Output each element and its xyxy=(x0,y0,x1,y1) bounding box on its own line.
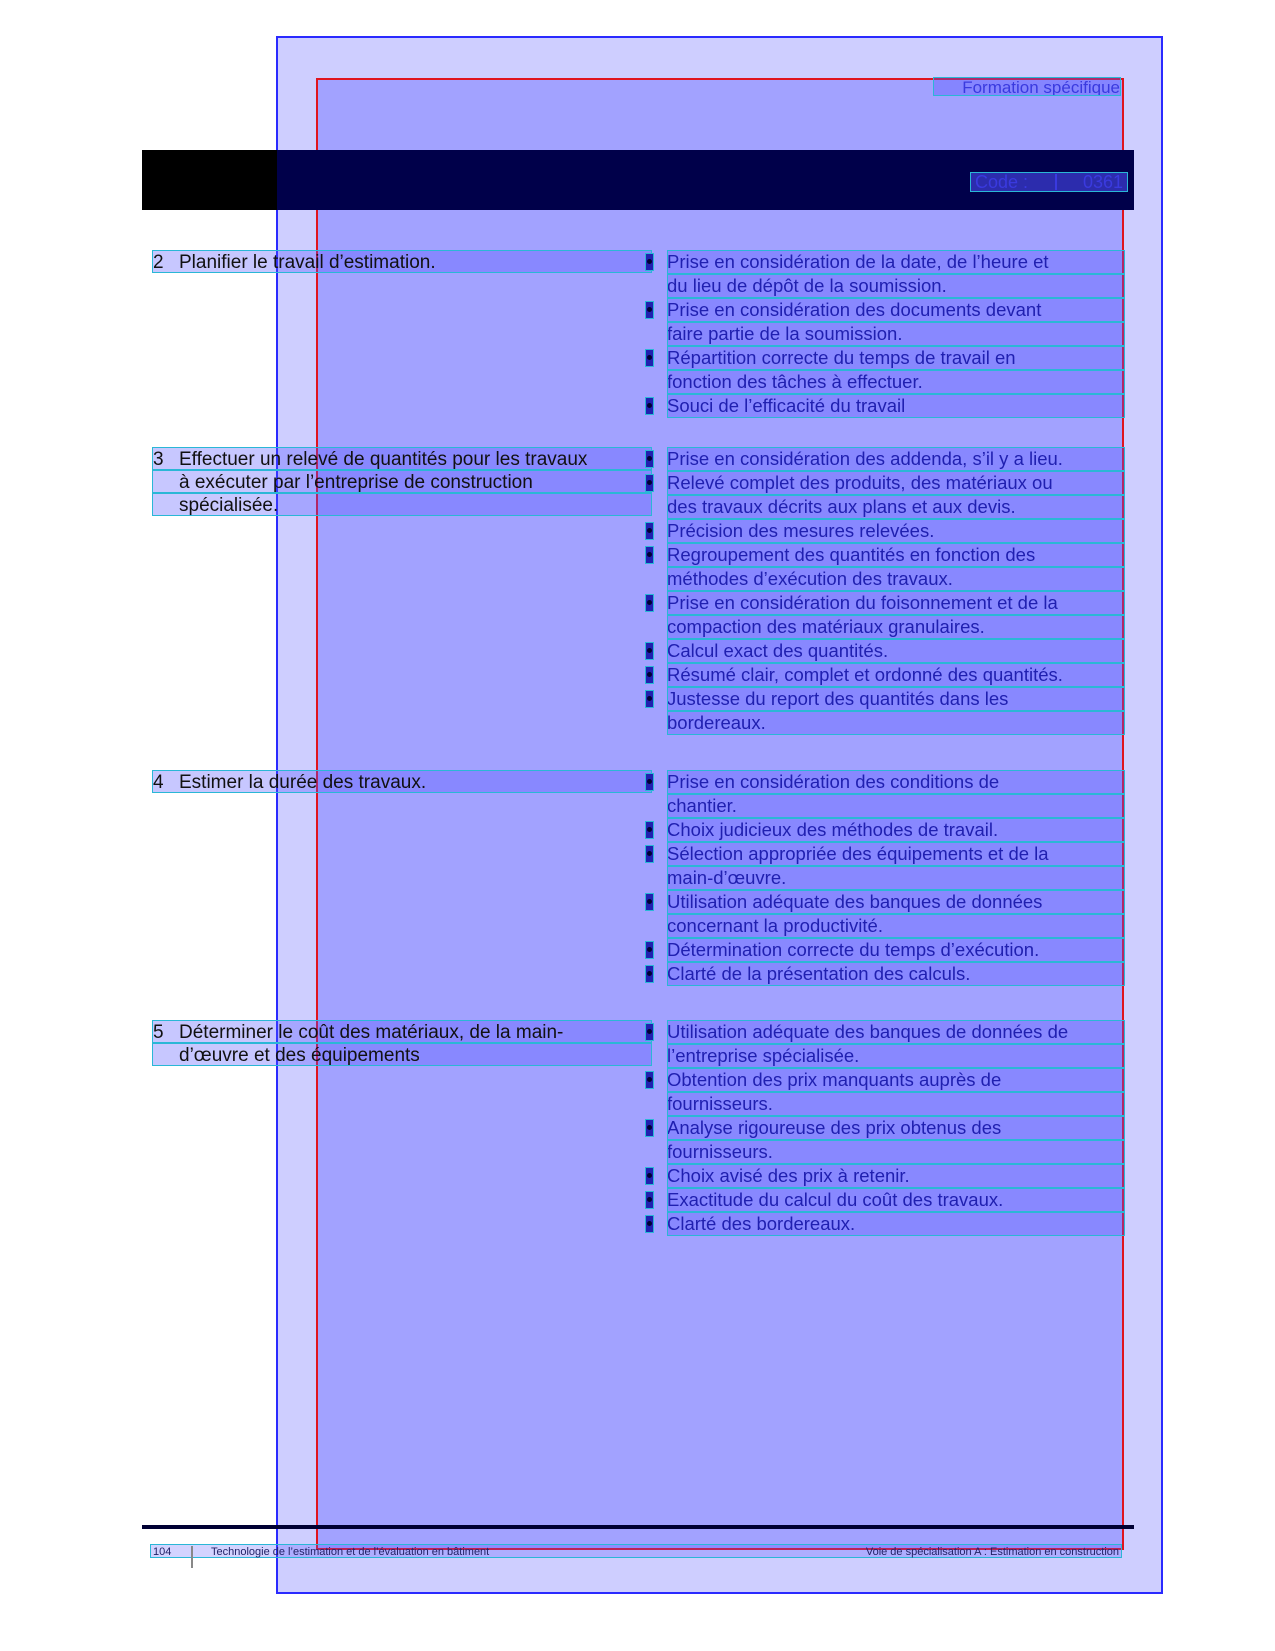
criterion-item: Clarté des bordereaux. xyxy=(645,1212,1125,1236)
page-footer xyxy=(150,1544,1122,1558)
criterion-item: Prise en considération de la date, de l’heure et du lieu de dépôt de la soumission. xyxy=(645,250,1125,298)
bullet-icon xyxy=(645,1119,654,1137)
bullet-icon xyxy=(645,397,654,415)
criterion-item: Prise en considération des documents devant faire partie de la soumission. xyxy=(645,298,1125,346)
bullet-icon xyxy=(645,965,654,983)
criterion-item: Prise en considération des conditions de chantier. xyxy=(645,770,1125,818)
footer-separator xyxy=(191,1546,193,1568)
competency-number: 2 xyxy=(153,252,164,273)
competency-number: 4 xyxy=(153,772,164,793)
page-number: 104 xyxy=(153,1546,172,1558)
bullet-icon xyxy=(645,522,654,540)
bullet-icon xyxy=(645,474,654,492)
criterion-item: Utilisation adéquate des banques de données de l’entreprise spécialisée. xyxy=(645,1020,1125,1068)
competency-2 xyxy=(152,250,652,273)
code-label: Code : xyxy=(975,171,1029,192)
bullet-icon xyxy=(645,642,654,660)
criteria-list-3 xyxy=(645,447,1125,735)
competency-number: 3 xyxy=(153,449,164,470)
footer-rule xyxy=(142,1525,1134,1529)
code-separator xyxy=(1055,174,1057,190)
competency-line: 5 Déterminer le coût des matériaux, de la main- xyxy=(152,1020,652,1043)
course-code xyxy=(970,172,1128,192)
criterion-item: Utilisation adéquate des banques de données concernant la productivité. xyxy=(645,890,1125,938)
bullet-icon xyxy=(645,845,654,863)
competency-line: 2 Planifier le travail d’estimation. xyxy=(152,250,652,273)
criterion-item: Détermination correcte du temps d’exécution. xyxy=(645,938,1125,962)
bullet-icon xyxy=(645,941,654,959)
competency-line: spécialisée. xyxy=(152,493,652,516)
competency-line: 3 Effectuer un relevé de quantités pour les travaux xyxy=(152,447,652,470)
bullet-icon xyxy=(645,1215,654,1233)
bullet-icon xyxy=(645,253,654,271)
bullet-icon xyxy=(645,1191,654,1209)
criterion-item: Sélection appropriée des équipements et de la main-d’œuvre. xyxy=(645,842,1125,890)
code-value: 0361 xyxy=(1082,171,1123,192)
bullet-icon xyxy=(645,821,654,839)
criterion-item: Résumé clair, complet et ordonné des quantités. xyxy=(645,663,1125,687)
criterion-item: Souci de l’efficacité du travail xyxy=(645,394,1125,418)
bullet-icon xyxy=(645,594,654,612)
bullet-icon xyxy=(645,349,654,367)
bullet-icon xyxy=(645,690,654,708)
competency-line: d’œuvre et des équipements xyxy=(152,1043,652,1066)
competency-4 xyxy=(152,770,652,793)
bullet-icon xyxy=(645,1071,654,1089)
criteria-list-2 xyxy=(645,250,1125,418)
competency-5 xyxy=(152,1020,652,1066)
bullet-icon xyxy=(645,546,654,564)
footer-program-title: Technologie de l’estimation et de l’évaluation en bâtiment xyxy=(211,1546,490,1558)
criterion-item: Exactitude du calcul du coût des travaux. xyxy=(645,1188,1125,1212)
footer-specialization: Voie de spécialisation A : Estimation en construction xyxy=(865,1546,1119,1558)
criterion-item: Prise en considération des addenda, s’il y a lieu. xyxy=(645,447,1125,471)
criterion-item: Obtention des prix manquants auprès de fournisseurs. xyxy=(645,1068,1125,1116)
criterion-item: Choix avisé des prix à retenir. xyxy=(645,1164,1125,1188)
bullet-icon xyxy=(645,666,654,684)
bullet-icon xyxy=(645,450,654,468)
bullet-icon xyxy=(645,1167,654,1185)
criterion-item: Calcul exact des quantités. xyxy=(645,639,1125,663)
criteria-list-4 xyxy=(645,770,1125,986)
criterion-item: Précision des mesures relevées. xyxy=(645,519,1125,543)
criterion-item: Justesse du report des quantités dans les bordereaux. xyxy=(645,687,1125,735)
bullet-icon xyxy=(645,1023,654,1041)
criterion-item: Relevé complet des produits, des matériaux ou des travaux décrits aux plans et aux devis. xyxy=(645,471,1125,519)
criterion-item: Prise en considération du foisonnement et de la compaction des matériaux granulaires. xyxy=(645,591,1125,639)
competency-line: à exécuter par l’entreprise de construction xyxy=(152,470,652,493)
competency-line: 4 Estimer la durée des travaux. xyxy=(152,770,652,793)
bullet-icon xyxy=(645,893,654,911)
criterion-item: Analyse rigoureuse des prix obtenus des fournisseurs. xyxy=(645,1116,1125,1164)
criterion-item: Choix judicieux des méthodes de travail. xyxy=(645,818,1125,842)
bullet-icon xyxy=(645,773,654,791)
bullet-icon xyxy=(645,301,654,319)
criterion-item: Regroupement des quantités en fonction des méthodes d’exécution des travaux. xyxy=(645,543,1125,591)
competency-number: 5 xyxy=(153,1022,164,1043)
section-label: Formation spécifique xyxy=(933,77,1121,96)
competency-3 xyxy=(152,447,652,516)
criterion-item: Clarté de la présentation des calculs. xyxy=(645,962,1125,986)
criterion-item: Répartition correcte du temps de travail en fonction des tâches à effectuer. xyxy=(645,346,1125,394)
criteria-list-5 xyxy=(645,1020,1125,1236)
